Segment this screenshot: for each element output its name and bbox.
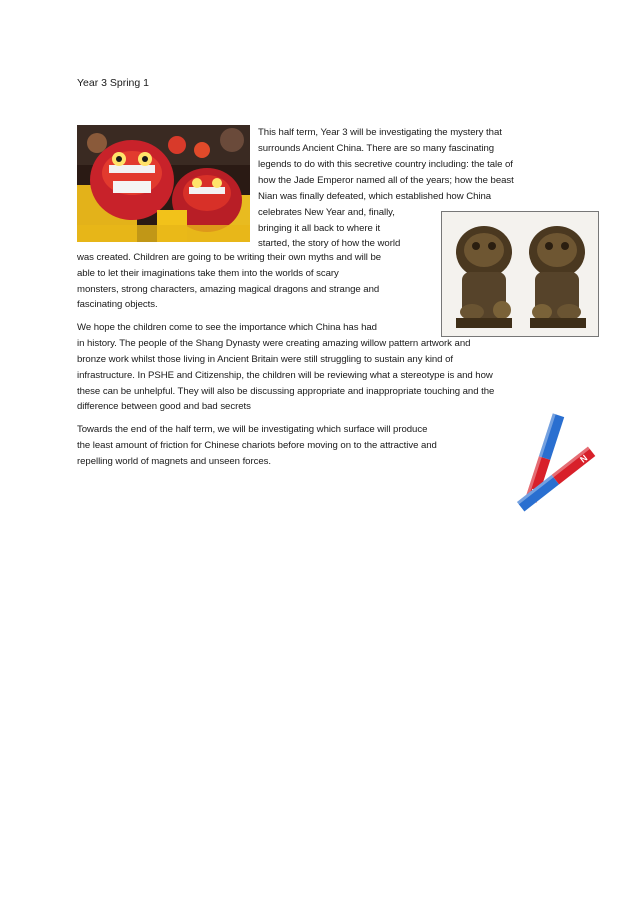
text-line: celebrates New Year and, finally, — [258, 207, 395, 218]
text-line: surrounds Ancient China. There are so many fascinating — [258, 143, 495, 154]
text-line: in history. The people of the Shang Dynasty were creating amazing willow pattern artwork and — [77, 338, 471, 349]
text-line: repelling world of magnets and unseen forces. — [77, 456, 272, 467]
magnet-pole-label: N — [578, 452, 590, 465]
text-line: how the Jade Emperor named all of the years; how the beast — [258, 175, 514, 186]
text-line: difference between good and bad secrets — [77, 401, 251, 412]
text-line: Towards the end of the half term, we will be investigating which surface will produce — [77, 424, 428, 435]
text-line: fascinating objects. — [77, 299, 158, 310]
text-line: This half term, Year 3 will be investigating the mystery that — [258, 127, 502, 138]
page-heading: Year 3 Spring 1 — [77, 77, 149, 89]
lion-dance-photo — [77, 125, 250, 242]
text-line: bringing it all back to where it — [258, 223, 381, 234]
text-line: monsters, strong characters, amazing magical dragons and strange and — [77, 284, 380, 295]
text-line: started, the story of how the world — [258, 238, 401, 249]
text-line: these can be unhelpful. They will also be discussing appropriate and inappropriate touching and the — [77, 386, 495, 397]
text-line: infrastructure. In PSHE and Citizenship, the children will be reviewing what a stereotype is and how — [77, 370, 493, 381]
text-line: legends to do with this secretive country including: the tale of — [258, 159, 513, 170]
text-line: We hope the children come to see the importance which China has had — [77, 322, 377, 333]
bar-magnets-illustration — [503, 404, 598, 512]
bronze-lions-photo — [441, 211, 599, 337]
text-line: Nian was finally defeated, which established how China — [258, 191, 492, 202]
text-line: the least amount of friction for Chinese chariots before moving on to the attractive and — [77, 440, 437, 451]
text-line: bronze work whilst those living in Ancient Britain were still struggling to sustain any kind of — [77, 354, 453, 365]
text-line: was created. Children are going to be writing their own myths and will be — [77, 252, 382, 263]
text-line: able to let their imaginations take them into the worlds of scary — [77, 268, 339, 279]
